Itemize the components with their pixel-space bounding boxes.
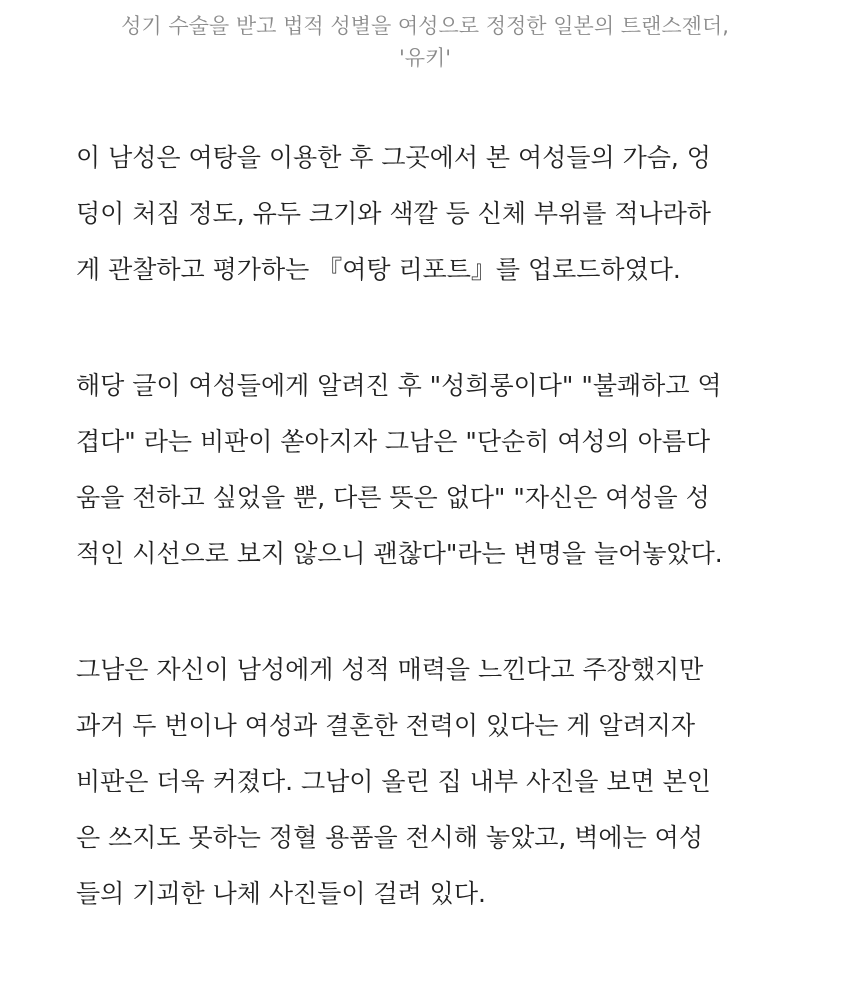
text-line: 적인 시선으로 보지 않으니 괜찮다"라는 변명을 늘어놓았다. [76,539,723,568]
text-line: 과거 두 번이나 여성과 결혼한 전력이 있다는 게 알려지자 [76,711,696,740]
text-line: 비판은 더욱 커졌다. 그남이 올린 집 내부 사진을 보면 본인 [76,767,711,796]
text-line: 은 쓰지도 못하는 정혈 용품을 전시해 놓았고, 벽에는 여성 [76,823,703,852]
paragraph-1 [76,130,796,298]
text-line: 움을 전하고 싶었을 뿐, 다른 뜻은 없다" "자신은 여성을 성 [76,483,710,512]
text-line: 들의 기괴한 나체 사진들이 걸려 있다. [76,879,486,908]
text-line: 그남은 자신이 남성에게 성적 매력을 느낀다고 주장했지만 [76,655,704,684]
text-line: 겹다" 라는 비판이 쏟아지자 그남은 "단순히 여성의 아름다 [76,427,711,456]
article-body [76,130,796,982]
text-line: 게 관찰하고 평가하는 『여탕 리포트』를 업로드하였다. [76,255,681,284]
paragraph-2 [76,358,796,582]
image-caption [60,10,790,74]
text-line: 이 남성은 여탕을 이용한 후 그곳에서 본 여성들의 가슴, 엉 [76,143,711,172]
text-line: 덩이 처짐 정도, 유두 크기와 색깔 등 신체 부위를 적나라하 [76,199,711,228]
caption-line: 성기 수술을 받고 법적 성별을 여성으로 정정한 일본의 트랜스젠더, [121,14,729,38]
paragraph-3 [76,642,796,922]
caption-line: '유키' [398,46,452,70]
text-line: 해당 글이 여성들에게 알려진 후 "성희롱이다" "불쾌하고 역 [76,371,722,400]
